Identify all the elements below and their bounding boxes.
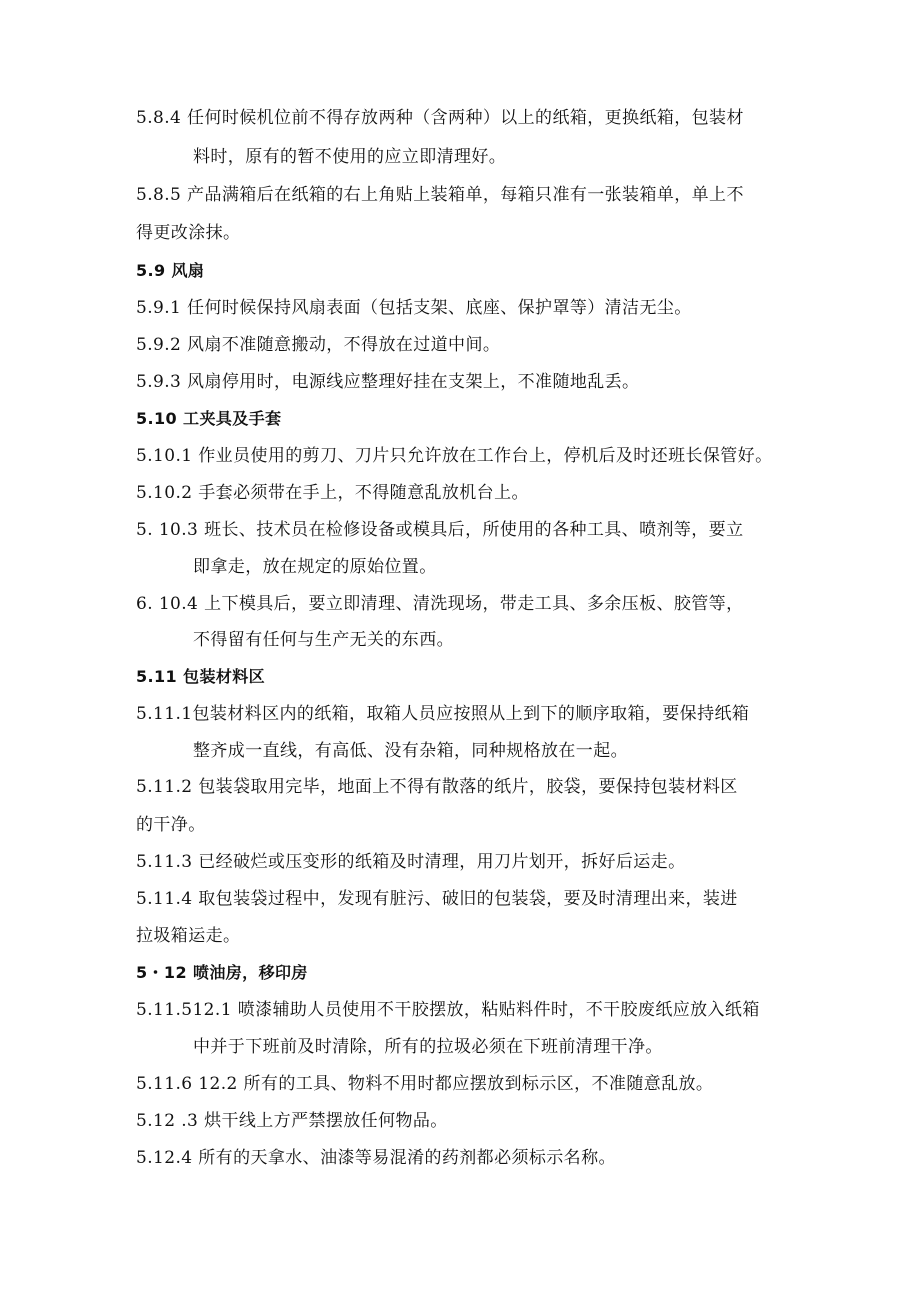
clause-5-9-1: 5.9.1 任何时候保持风扇表面（包括支架、底座、保护罩等）清洁无尘。 [136, 298, 692, 318]
clause-5-8-5: 5.8.5 产品满箱后在纸箱的右上角贴上装箱单，每箱只准有一张装箱单，单上不 [136, 185, 744, 205]
clause-6-10-4: 6. 10.4 上下模具后，要立即清理、清洗现场，带走工具、多余压板、胶管等， [136, 594, 744, 614]
clause-5-9-3: 5.9.3 风扇停用时，电源线应整理好挂在支架上，不准随地乱丢。 [136, 372, 640, 392]
clause-5-12-4: 5.12.4 所有的天拿水、油漆等易混淆的药剂都必须标示名称。 [136, 1148, 616, 1168]
section-heading-5-10: 5.10 工夹具及手套 [136, 409, 282, 428]
clause-5-10-2: 5.10.2 手套必须带在手上，不得随意乱放机台上。 [136, 483, 529, 503]
clause-5-11-6-12-2: 5.11.6 12.2 所有的工具、物料不用时都应摆放到标示区，不准随意乱放。 [136, 1074, 714, 1094]
clause-5-11-1: 5.11.1包装材料区内的纸箱，取箱人员应按照从上到下的顺序取箱，要保持纸箱 [136, 704, 750, 724]
clause-5-11-5-12-1: 5.11.512.1 喷漆辅助人员使用不干胶摆放，粘贴料件时，不干胶废纸应放入纸箱 [136, 1000, 760, 1020]
clause-5-11-3: 5.11.3 已经破烂或压变形的纸箱及时清理，用刀片划开，拆好后运走。 [136, 852, 686, 872]
clause-5-8-5-cont: 得更改涂抹。 [136, 223, 241, 243]
clause-5-11-5-12-1-cont: 中并于下班前及时清除，所有的拉圾必须在下班前清理干净。 [193, 1037, 663, 1057]
clause-5-8-4-cont: 料时，原有的暂不使用的应立即清理好。 [193, 147, 507, 167]
section-heading-5-9: 5.9 风扇 [136, 261, 205, 280]
clause-5-11-1-cont: 整齐成一直线，有高低、没有杂箱，同种规格放在一起。 [193, 741, 628, 761]
clause-5-11-2: 5.11.2 包装袋取用完毕，地面上不得有散落的纸片，胶袋，要保持包装材料区 [136, 777, 738, 797]
clause-5-10-1: 5.10.1 作业员使用的剪刀、刀片只允许放在工作台上，停机后及时还班长保管好。 [136, 446, 773, 466]
clause-5-9-2: 5.9.2 风扇不准随意搬动，不得放在过道中间。 [136, 335, 501, 355]
clause-5-10-3: 5. 10.3 班长、技术员在检修设备或模具后，所使用的各种工具、喷剂等，要立 [136, 520, 744, 540]
section-heading-5-12: 5・12 喷油房，移印房 [136, 963, 308, 982]
section-heading-5-11: 5.11 包装材料区 [136, 667, 266, 686]
clause-5-11-4-cont: 拉圾箱运走。 [136, 926, 241, 946]
clause-5-8-4: 5.8.4 任何时候机位前不得存放两种（含两种）以上的纸箱，更换纸箱，包装材 [136, 108, 744, 128]
clause-5-12-3: 5.12 .3 烘干线上方严禁摆放任何物品。 [136, 1111, 448, 1131]
clause-5-11-4: 5.11.4 取包装袋过程中，发现有脏污、破旧的包装袋，要及时清理出来，装进 [136, 889, 738, 909]
clause-5-11-2-cont: 的干净。 [136, 815, 206, 835]
clause-5-10-3-cont: 即拿走，放在规定的原始位置。 [193, 557, 437, 577]
clause-6-10-4-cont: 不得留有任何与生产无关的东西。 [193, 630, 454, 650]
